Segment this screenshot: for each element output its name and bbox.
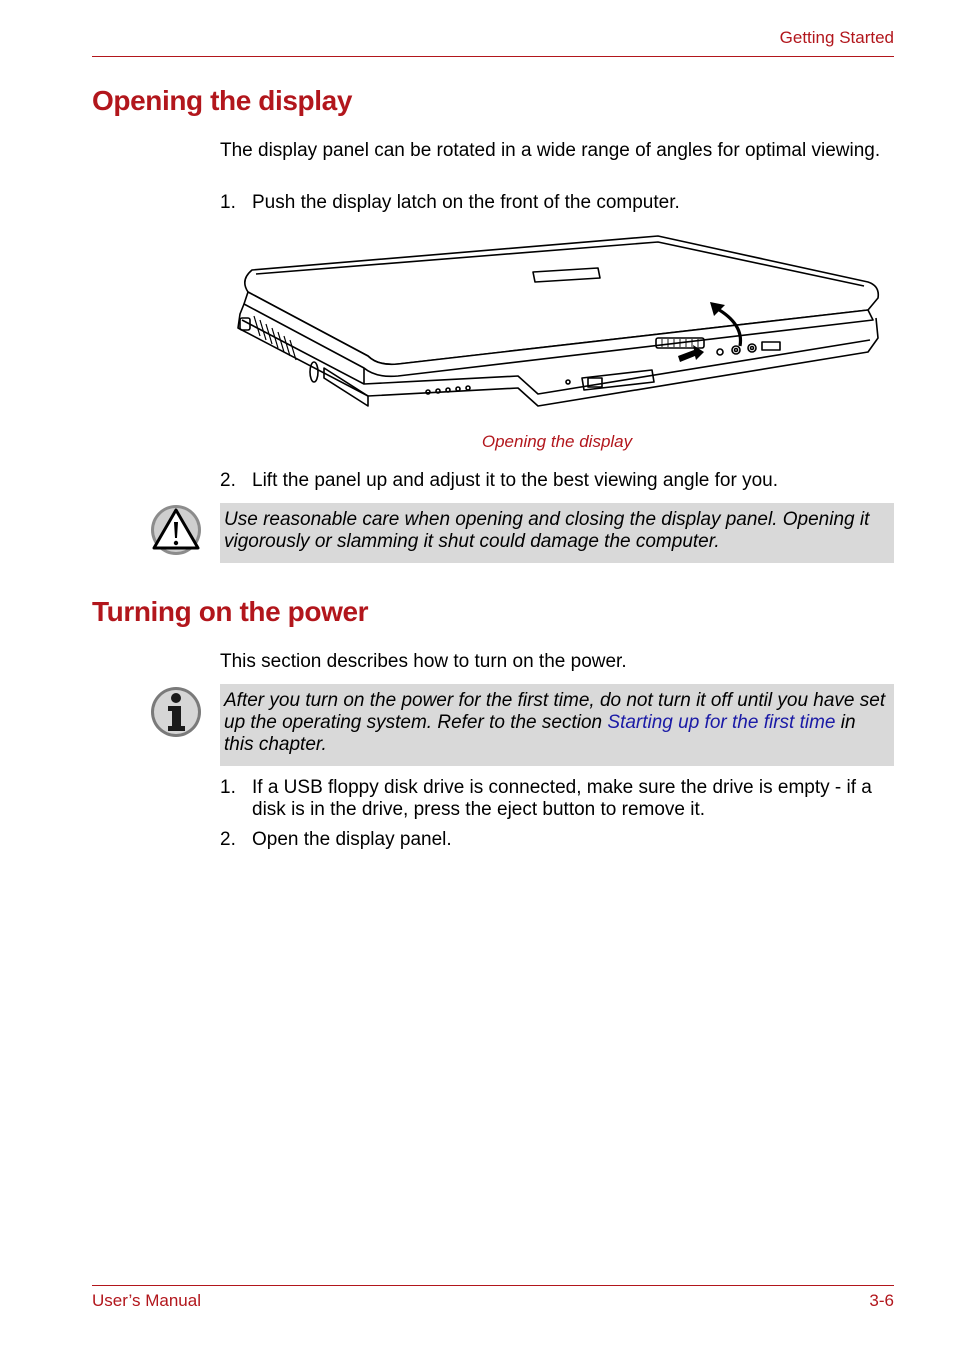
step-text: Open the display panel. xyxy=(252,829,452,850)
intro-paragraph: This section describes how to turn on the power. xyxy=(220,651,627,672)
cross-reference-link[interactable]: Starting up for the first time xyxy=(607,712,836,733)
info-icon xyxy=(150,686,202,738)
running-header: Getting Started xyxy=(779,28,894,47)
list-item xyxy=(220,470,894,492)
step-text: Push the display latch on the front of the computer. xyxy=(252,192,680,213)
list-item xyxy=(220,829,894,851)
laptop-opening-illustration xyxy=(228,228,888,428)
footer-rule xyxy=(92,1285,894,1286)
note-box xyxy=(220,684,894,766)
list-item xyxy=(220,777,894,821)
intro-paragraph: The display panel can be rotated in a wide range of angles for optimal viewing. xyxy=(220,140,881,161)
step-number: 1. xyxy=(220,777,236,798)
note-text: After you turn on the power for the first time, do not turn it off until you have set up the operating system. Refer to the section xyxy=(224,690,886,733)
step-text: Lift the panel up and adjust it to the best viewing angle for you. xyxy=(252,470,779,491)
caution-triangle-icon xyxy=(150,504,202,556)
section-heading-turning-on-power: Turning on the power xyxy=(92,596,369,627)
step-text: If a USB floppy disk drive is connected, make sure the drive is empty - if a disk is in the drive, press the eject button to remove it. xyxy=(252,777,872,820)
footer-manual-title: User’s Manual xyxy=(92,1291,201,1310)
caution-box: Use reasonable care when opening and closing the display panel. Opening it vigorously or slamming it shut could damage the computer. xyxy=(220,503,894,563)
step-number: 2. xyxy=(220,470,236,491)
step-number: 1. xyxy=(220,192,236,213)
figure-caption: Opening the display xyxy=(481,432,633,451)
section-heading-opening-display: Opening the display xyxy=(92,85,352,116)
page-number: 3-6 xyxy=(869,1291,894,1310)
header-rule xyxy=(92,56,894,57)
list-item xyxy=(220,192,894,214)
note-text: in this chapter. xyxy=(224,712,856,755)
step-number: 2. xyxy=(220,829,236,850)
